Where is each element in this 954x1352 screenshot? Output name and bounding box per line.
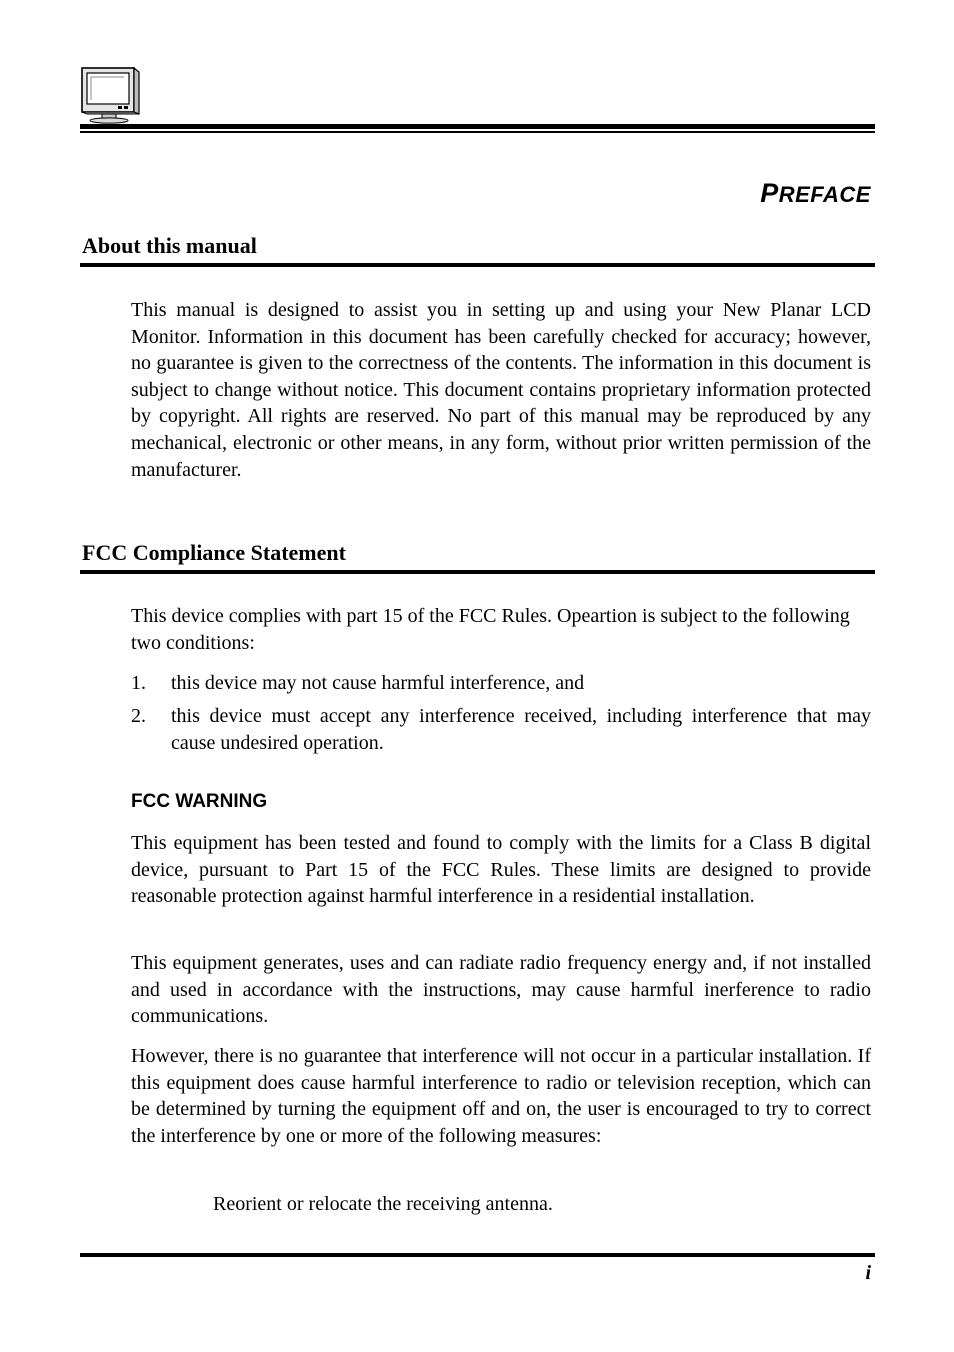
fcc-warning-paragraph-2: This equipment generates, uses and can radiate radio frequency energy and, if not installed and used in accordance with the instructions, may cause harmful inerference to radio communications. [131, 952, 871, 1028]
section-rule-fcc [80, 570, 875, 574]
list-text: this device must accept any interference received, including interference that may cause undesired operation. [171, 705, 871, 754]
header-rule-thin [80, 131, 875, 133]
fcc-warning-paragraph-1: This equipment has been tested and found to comply with the limits for a Class B digital device, pursuant to Part 15 of the FCC Rules. These limits are designed to provide reasonable protection against harmful interference in a residential installation. [131, 832, 871, 908]
page-number: i [865, 1262, 871, 1284]
footer-rule [80, 1253, 875, 1257]
lcd-monitor-icon [80, 66, 142, 124]
header-rule-thick [80, 124, 875, 129]
list-number: 1. [131, 672, 146, 694]
section-heading-about: About this manual [82, 233, 257, 258]
section-rule-about [80, 263, 875, 267]
fcc-warning-heading: FCC WARNING [131, 791, 268, 812]
section-heading-fcc: FCC Compliance Statement [82, 540, 346, 565]
page-title-rest: REFACE [778, 182, 871, 207]
fcc-condition-2 [131, 703, 871, 756]
page-title-initial: P [760, 178, 779, 208]
fcc-warning-paragraph-3: However, there is no guarantee that interference will not occur in a particular installation. If this equipment does cause harmful interference to radio or television reception, which can be determined by turning the equipment off and on, the user is encouraged to try to correct the interference by one or more of the following measures: [131, 1045, 871, 1147]
fcc-intro-paragraph: This device complies with part 15 of the FCC Rules. Opeartion is subject to the following two conditions: [131, 605, 850, 654]
page-title [760, 178, 871, 209]
about-paragraph: This manual is designed to assist you in setting up and using your New Planar LCD Monitor. Information in this document has been carefully checked for accuracy; however, no guarantee is given to the correctness of the contents. The information in this document is subject to change without notice. This document contains proprietary information protected by copyright. All rights are reserved. No part of this manual may be reproduced by any mechanical, electronic or other means, in any form, without prior written permission of the manufacturer. [131, 299, 871, 481]
fcc-measure-item: Reorient or relocate the receiving antenna. [213, 1193, 553, 1215]
list-text: this device may not cause harmful interference, and [171, 672, 585, 694]
list-number: 2. [131, 705, 146, 727]
fcc-condition-1 [131, 670, 871, 697]
